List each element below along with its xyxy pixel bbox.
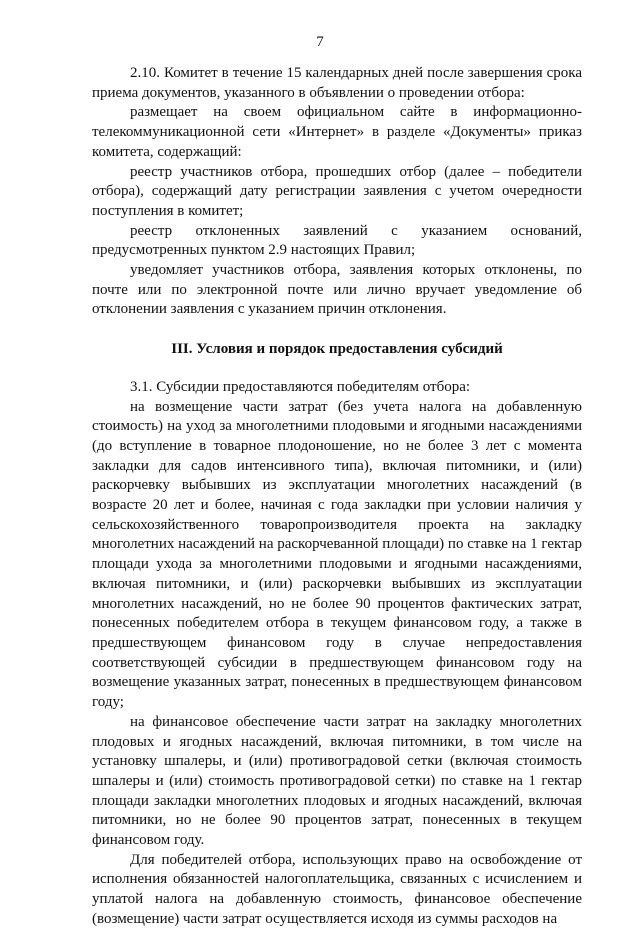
- document-body: [92, 64, 582, 930]
- paragraph-3-1: 3.1. Субсидии предоставляются победителям отбора:: [130, 378, 471, 395]
- paragraph-notify-rejected: уведомляет участников отбора, заявления которых отклонены, по почте или по электронной почте или лично вручает уведомление об отклонении заявления с указанием причин отклонения.: [92, 262, 582, 318]
- paragraph-financing-planting: на финансовое обеспечение части затрат на закладку многолетних плодовых и ягодных насаждений, включая питомники, в том числе на установку шпалеры, и (или) противоградовой сетки (включая стоимость шпалеры и (или) стоимость противоградовой сетки) по ставке на 1 гектар площади закладки многолетних плодовых и ягодных насаждений, включая питомники, но не более 90 процентов затрат, понесенных в текущем финансовом году.: [92, 713, 582, 849]
- paragraph-winners-registry: реестр участников отбора, прошедших отбор (далее – победители отбора), содержащий дату регистрации заявления с учетом очередности поступления в комитет;: [92, 163, 582, 219]
- paragraph-2-10: 2.10. Комитет в течение 15 календарных дней после завершения срока приема документов, указанного в объявлении о проведении отбора:: [92, 65, 582, 101]
- paragraph-vat-exempt: Для победителей отбора, использующих право на освобождение от исполнения обязанностей налогоплательщика, связанных с исчислением и уплатой налога на добавленную стоимость, финансовое обеспечение (возмещение) части затрат осуществляется исходя из суммы расходов на: [92, 851, 582, 927]
- section-heading: III. Условия и порядок предоставления субсидий: [171, 341, 503, 358]
- paragraph-reimbursement-care: на возмещение части затрат (без учета налога на добавленную стоимость) на уход за многолетними плодовыми и ягодными насаждениями (до вступление в товарное плодоношение, но не более 3 лет с момента закладки для садов интенсивного типа), включая питомники, и (или) раскорчевку выбывших из эксплуатации многолетних насаждений (в возрасте 20 лет и более, начиная с года закладки при условии наличия у сельскохозяйственного товаропроизводителя проекта на закладку многолетних насаждений на раскорчеванной площади) по ставке на 1 гектар площади ухода за многолетними плодовыми и ягодными насаждениями, включая питомники, и (или) раскорчевки выбывших из эксплуатации многолетних насаждений, но не более 90 процентов фактических затрат, понесенных победителем отбора в текущем финансовом году, а также в предшествующем финансовом году в случае непредоставления соответствующей субсидии в предшествующем финансовом году на возмещение указанных затрат, понесенных в предшествующем финансовом году;: [92, 398, 582, 711]
- page-number: 7: [316, 34, 324, 50]
- paragraph-publish-order: размещает на своем официальном сайте в информационно-телекоммуникационной сети «Интернет» в разделе «Документы» приказ комитета, содержащий:: [92, 104, 582, 160]
- paragraph-rejected-registry: реестр отклоненных заявлений с указанием оснований, предусмотренных пунктом 2.9 настоящих Правил;: [92, 222, 582, 259]
